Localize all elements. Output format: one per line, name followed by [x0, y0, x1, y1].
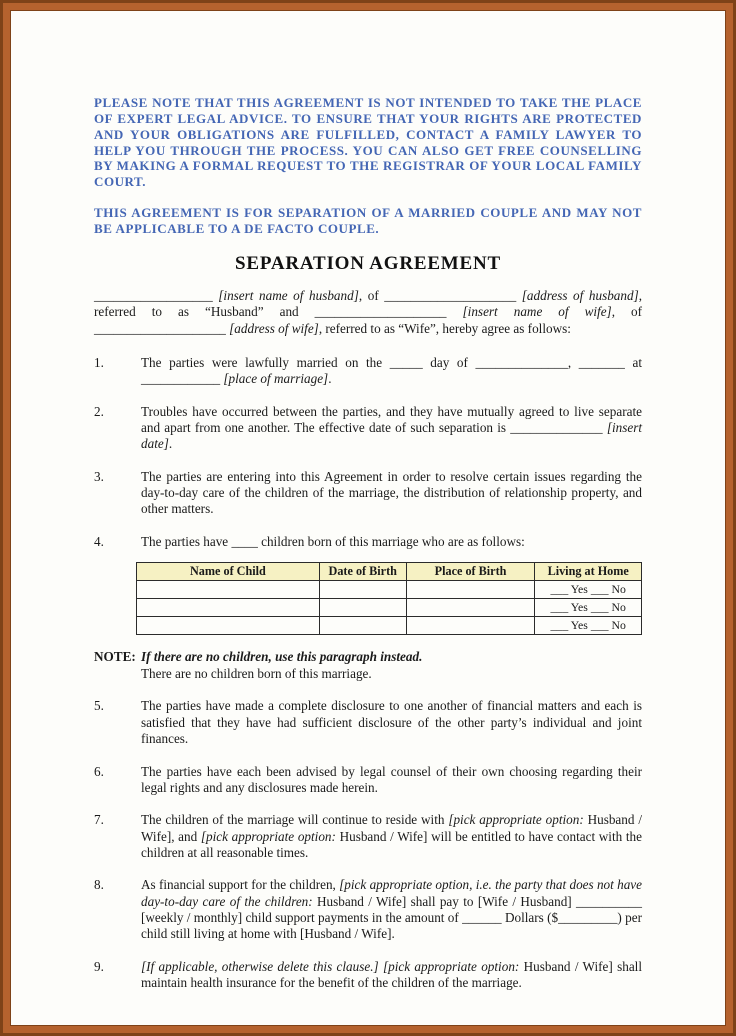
clause-item: [94, 959, 642, 992]
text-segment: The parties have made a complete disclosure to one another of financial matters and each is satisfied that they have had sufficient disclosure of the other party’s individual and joint finances.: [141, 698, 642, 747]
clause-text: [141, 534, 642, 550]
clause-text: [141, 812, 642, 861]
table-header-cell: Name of Child: [137, 563, 320, 581]
table-row: [137, 581, 642, 599]
no-children-note: [94, 649, 642, 682]
document-title: SEPARATION AGREEMENT: [234, 252, 502, 274]
text-segment: Troubles have occurred between the parties, and they have mutually agreed to live separate and apart from one another. The effective date of such separation is ______________: [141, 403, 642, 436]
intro-paragraph: [94, 288, 642, 337]
defacto-notice: THIS AGREEMENT IS FOR SEPARATION OF A MARRIED COUPLE AND MAY NOT BE APPLICABLE TO A DE FACTO COUPLE.: [94, 205, 642, 237]
table-cell: [137, 581, 320, 599]
text-segment: , of ____________________: [94, 304, 642, 336]
text-segment: [pick appropriate option:: [448, 812, 584, 828]
text-segment: [address of husband]: [521, 287, 639, 303]
table-header-cell: Date of Birth: [319, 563, 406, 581]
text-segment: Husband / Wife] shall pay to [Wife / Husband] __________ [weekly / monthly] child support payments in the amount of ______ Dollars ($_________) per child still living at home with [Husband / Wife].: [141, 893, 642, 942]
table-header-cell: Living at Home: [535, 563, 642, 581]
clause-text: [141, 959, 642, 992]
table-header-row: [137, 563, 642, 581]
text-segment: The parties have ____ children born of this marriage who are as follows:: [141, 533, 525, 549]
text-segment: [pick appropriate option, i.e. the party that does not have day-to-day care of the children:: [141, 877, 643, 909]
clause-item: [94, 469, 642, 518]
clause-number: 3.: [94, 468, 104, 484]
text-segment: Husband / Wife], and: [141, 812, 642, 844]
table-cell: [406, 617, 535, 635]
text-segment: , referred to as “Wife”, hereby agree as follows:: [318, 320, 571, 336]
clause-number: 8.: [94, 877, 104, 893]
text-segment: [insert name of husband]: [218, 287, 359, 303]
table-cell: [137, 599, 320, 617]
clause-text: [141, 877, 642, 942]
clause-number: 5.: [94, 698, 104, 714]
table-row: [137, 599, 642, 617]
table-cell: [406, 581, 535, 599]
text-segment: .: [328, 371, 332, 387]
table-cell: [319, 599, 406, 617]
text-segment: [pick appropriate option:: [200, 828, 336, 844]
table-cell: [137, 617, 320, 635]
text-segment: [pick appropriate option:: [382, 958, 520, 974]
clauses-section-before-table: [94, 355, 642, 550]
text-segment: , referred to as “Husband” and ____________________: [94, 287, 643, 320]
legal-advice-notice: PLEASE NOTE THAT THIS AGREEMENT IS NOT INTENDED TO TAKE THE PLACE OF EXPERT LEGAL ADVICE. TO ENSURE THAT YOUR RIGHTS ARE PROTECTED AND YOUR OBLIGATIONS ARE FULFILLED, CONTACT A FAMILY LAWYER TO HELP YOU THROUGH THE PROCESS. YOU CAN ALSO GET FREE COUNSELLING BY MAKING A FORMAL REQUEST TO THE REGISTRAR OF YOUR LOCAL FAMILY COURT.: [94, 95, 642, 190]
clause-text: [141, 355, 642, 388]
clause-item: [94, 534, 642, 550]
text-segment: The children of the marriage will continue to reside with: [141, 812, 449, 828]
text-segment: The parties were lawfully married on the _____ day of ______________, _______ at ____________: [141, 354, 642, 387]
text-segment: As financial support for the children,: [141, 877, 340, 893]
document-page: [10, 10, 726, 1026]
table-cell: ___ Yes ___ No: [535, 617, 642, 635]
clause-number: 9.: [94, 958, 104, 974]
clause-item: [94, 764, 642, 797]
note-instruction: If there are no children, use this paragraph instead.: [141, 649, 423, 665]
text-segment: , of ____________________: [358, 287, 522, 303]
text-segment: [insert date]: [141, 420, 642, 452]
clause-number: 4.: [94, 533, 104, 549]
text-segment: .: [168, 436, 173, 452]
clause-text: [141, 404, 642, 453]
children-table: [136, 562, 642, 635]
clauses-section-after-table: [94, 698, 642, 991]
text-segment: [address of wife]: [229, 320, 319, 336]
clause-text: [141, 698, 642, 747]
clause-item: [94, 698, 642, 747]
clause-item: [94, 812, 642, 861]
clause-number: 7.: [94, 812, 104, 828]
text-segment: __________________: [94, 287, 219, 303]
clause-number: 1.: [94, 354, 104, 370]
clause-text: [141, 469, 642, 518]
note-body: [141, 649, 642, 682]
table-cell: [319, 617, 406, 635]
text-segment: The parties are entering into this Agreement in order to resolve certain issues regarding the day-to-day care of the children of the marriage, the distribution of relationship property, and other matters.: [141, 468, 642, 517]
clause-item: [94, 877, 642, 942]
clause-text: [141, 764, 642, 797]
clause-number: 2.: [94, 403, 104, 419]
text-segment: [place of marriage]: [223, 371, 329, 387]
table-cell: [319, 581, 406, 599]
text-segment: [If applicable, otherwise delete this clause.]: [141, 958, 379, 974]
table-cell: [406, 599, 535, 617]
children-table-wrapper: [136, 562, 642, 635]
clause-number: 6.: [94, 763, 104, 779]
text-segment: [insert name of wife]: [462, 304, 612, 320]
table-cell: ___ Yes ___ No: [535, 581, 642, 599]
table-cell: ___ Yes ___ No: [535, 599, 642, 617]
clause-item: [94, 404, 642, 453]
clause-item: [94, 355, 642, 388]
table-header-cell: Place of Birth: [406, 563, 535, 581]
text-segment: Husband / Wife] shall maintain health insurance for the benefit of the children of the marriage.: [141, 958, 642, 991]
text-segment: Husband / Wife] will be entitled to have contact with the children at all reasonable times.: [141, 828, 642, 860]
note-label: NOTE:: [94, 649, 136, 665]
text-segment: The parties have each been advised by legal counsel of their own choosing regarding their legal rights and any disclosures made herein.: [141, 763, 642, 795]
table-row: [137, 617, 642, 635]
note-replacement-text: There are no children born of this marriage.: [141, 665, 372, 681]
